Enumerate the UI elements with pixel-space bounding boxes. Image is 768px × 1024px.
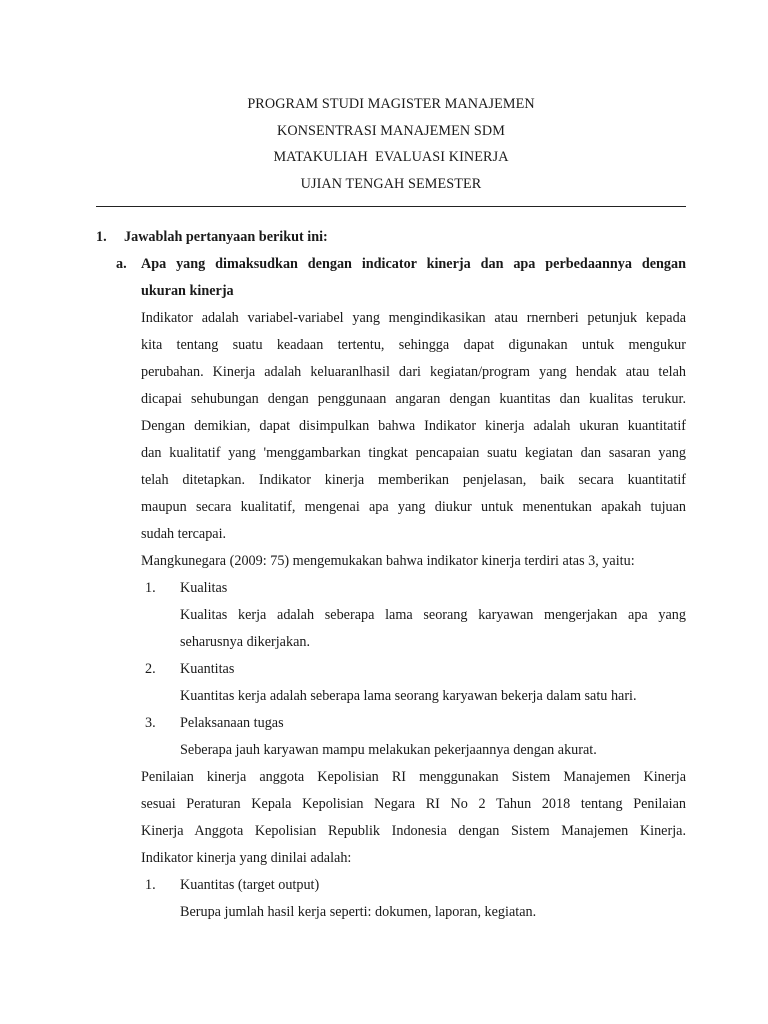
header-divider	[96, 206, 686, 207]
list-item-number: 1.	[145, 580, 156, 596]
list-item-description: Seberapa jauh karyawan mampu melakukan pekerjaannya dengan akurat.	[180, 742, 597, 758]
list-item-number: 1.	[145, 877, 156, 893]
paragraph-line: sudah tercapai.	[141, 526, 227, 542]
list-item-title: Kuantitas	[180, 661, 235, 677]
list-item-description: Kuantitas kerja adalah seberapa lama seorang karyawan bekerja dalam satu hari.	[180, 688, 637, 704]
list-item-description: Berupa jumlah hasil kerja seperti: dokumen, laporan, kegiatan.	[180, 904, 537, 920]
list-item	[96, 656, 686, 683]
list-item-title: Kualitas	[180, 580, 228, 596]
list-item	[96, 710, 686, 737]
list-item	[96, 575, 686, 602]
paragraph-line: dicapai sehubungan dengan penggunaan angaran dengan kuantitas dan kualitas terukur.	[141, 391, 686, 407]
document-header	[96, 91, 686, 198]
police-indicator-list	[96, 872, 686, 926]
document-body	[96, 224, 686, 926]
question-a	[96, 251, 686, 278]
list-item-number: 2.	[145, 661, 156, 677]
paragraph-line: maupun secara kualitatif, mengenai apa yang diukur untuk menentukan apakah tujuan	[141, 499, 686, 515]
answer-paragraph-mangkunegara: Mangkunegara (2009: 75) mengemukakan bahwa indikator kinerja terdiri atas 3, yaitu:	[141, 553, 635, 569]
paragraph-line: Indikator kinerja yang dinilai adalah:	[141, 850, 352, 866]
paragraph-line: kita tentang suatu keadaan tertentu, sehingga dapat digunakan untuk mengukur	[141, 337, 686, 353]
question-a-line: Apa yang dimaksudkan dengan indicator kinerja dan apa perbedaannya dengan	[141, 256, 686, 272]
header-course: MATAKULIAH EVALUASI KINERJA	[273, 149, 509, 166]
paragraph-line: Penilaian kinerja anggota Kepolisian RI menggunakan Sistem Manajemen Kinerja	[141, 769, 686, 785]
question-1-text: Jawablah pertanyaan berikut ini:	[124, 229, 328, 245]
question-a-line: ukuran kinerja	[141, 283, 234, 299]
header-program: PROGRAM STUDI MAGISTER MANAJEMEN	[247, 96, 535, 112]
paragraph-line: Indikator adalah variabel-variabel yang mengindikasikan atau rnernberi petunjuk kepada	[141, 310, 686, 326]
list-item-title: Kuantitas (target output)	[180, 877, 320, 893]
header-exam: UJIAN TENGAH SEMESTER	[300, 176, 482, 193]
question-1-number: 1.	[96, 229, 107, 245]
question-1	[96, 224, 686, 251]
list-item-description: seharusnya dikerjakan.	[180, 634, 311, 650]
paragraph-line: Dengan demikian, dapat disimpulkan bahwa Indikator kinerja adalah ukuran kuantitatif	[141, 418, 686, 434]
list-item	[96, 872, 686, 899]
list-item-title: Pelaksanaan tugas	[180, 715, 284, 731]
indicator-list	[96, 575, 686, 764]
answer-paragraph-definition	[96, 305, 686, 548]
question-a-letter: a.	[116, 256, 127, 272]
answer-paragraph-police	[96, 764, 686, 872]
list-item-number: 3.	[145, 715, 156, 731]
paragraph-line: dan kualitatif yang 'menggambarkan tingkat pencapaian suatu kegiatan dan sasaran yang	[141, 445, 686, 461]
paragraph-line: sesuai Peraturan Kepala Kepolisian Negara RI No 2 Tahun 2018 tentang Penilaian	[141, 796, 686, 812]
list-item-description: Kualitas kerja adalah seberapa lama seorang karyawan mengerjakan apa yang	[180, 607, 686, 623]
paragraph-line: perubahan. Kinerja adalah keluaranlhasil dari kegiatan/program yang hendak atau telah	[141, 364, 686, 380]
paragraph-line: Kinerja Anggota Kepolisian Republik Indonesia dengan Sistem Manajemen Kinerja.	[141, 823, 686, 839]
header-concentration: KONSENTRASI MANAJEMEN SDM	[277, 122, 505, 139]
paragraph-line: telah ditetapkan. Indikator kinerja memberikan penjelasan, baik secara kuantitatif	[141, 472, 686, 488]
